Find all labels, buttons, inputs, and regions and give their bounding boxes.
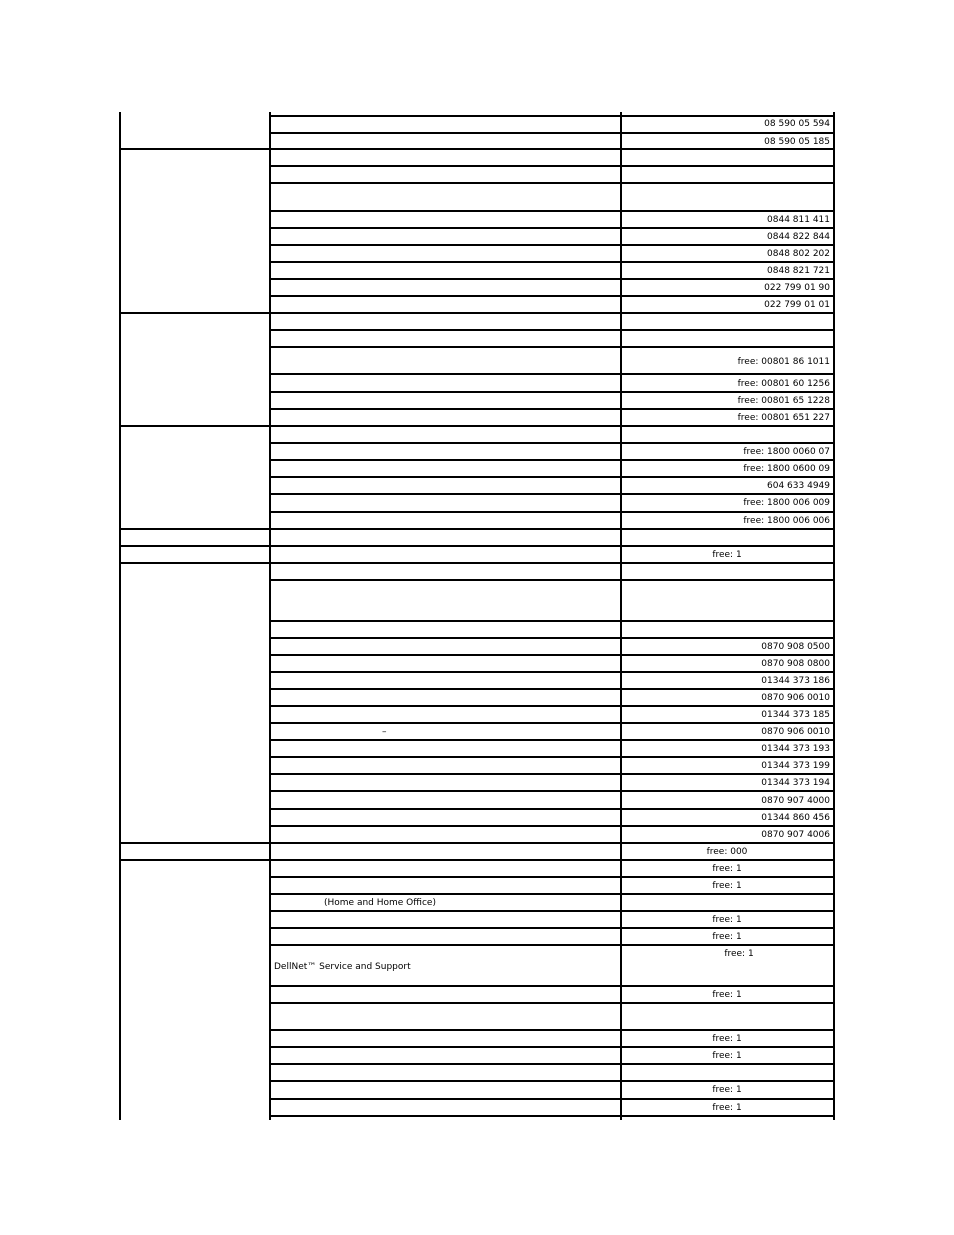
phone-number: 022 799 01 01 — [764, 300, 830, 310]
row-border — [269, 579, 835, 581]
phone-number: 01344 860 456 — [761, 813, 830, 823]
phone-number: free: 00801 65 1228 — [737, 396, 830, 406]
dellnet-service-label: DellNet™ Service and Support — [274, 962, 411, 972]
phone-number: free: 1800 0060 07 — [743, 447, 830, 457]
row-border — [269, 476, 835, 478]
row-border — [269, 373, 835, 375]
row-border — [269, 722, 835, 724]
row-border — [269, 459, 835, 461]
phone-number: 022 799 01 90 — [764, 283, 830, 293]
row-border — [269, 1098, 835, 1100]
row-border — [269, 1046, 835, 1048]
row-border — [269, 210, 835, 212]
column-divider-2 — [620, 112, 622, 1120]
phone-number: 01344 373 186 — [761, 676, 830, 686]
phone-number: free: 00801 86 1011 — [737, 357, 830, 367]
home-office-label: (Home and Home Office) — [324, 898, 436, 908]
row-border — [119, 148, 835, 150]
row-border — [269, 346, 835, 348]
row-border — [269, 493, 835, 495]
row-border — [269, 671, 835, 673]
row-border — [269, 985, 835, 987]
row-border — [269, 1080, 835, 1082]
row-border — [119, 545, 835, 547]
phone-number: free: 1 — [712, 864, 742, 874]
row-border — [269, 511, 835, 513]
row-border — [269, 442, 835, 444]
row-border — [269, 620, 835, 622]
phone-number: 08 590 05 594 — [764, 119, 830, 129]
row-border — [269, 261, 835, 263]
phone-number: free: 1800 006 009 — [743, 498, 830, 508]
row-border — [269, 391, 835, 393]
phone-number: free: 1 — [712, 915, 742, 925]
row-border — [269, 944, 835, 946]
phone-number: 01344 373 185 — [761, 710, 830, 720]
row-border — [269, 278, 835, 280]
row-border — [269, 910, 835, 912]
phone-number: free: 1 — [724, 949, 754, 959]
row-border — [269, 808, 835, 810]
phone-number: free: 000 — [706, 847, 748, 857]
phone-number: 0870 908 0800 — [761, 659, 830, 669]
phone-number: 01344 373 199 — [761, 761, 830, 771]
row-border — [119, 562, 835, 564]
phone-number: 604 633 4949 — [767, 481, 830, 491]
row-border — [269, 295, 835, 297]
column-divider-1 — [269, 112, 271, 1120]
phone-number: free: 1800 0600 09 — [743, 464, 830, 474]
phone-number: free: 1 — [712, 932, 742, 942]
row-border — [269, 756, 835, 758]
row-border — [269, 773, 835, 775]
row-border — [269, 927, 835, 929]
row-border — [269, 790, 835, 792]
row-border — [119, 842, 835, 844]
row-border — [269, 1002, 835, 1004]
row-border — [119, 528, 835, 530]
phone-number: free: 1800 006 006 — [743, 516, 830, 526]
table-left-border — [119, 112, 121, 1120]
dash-mark: – — [382, 727, 387, 737]
phone-number: free: 00801 60 1256 — [737, 379, 830, 389]
row-border — [269, 244, 835, 246]
row-border — [269, 637, 835, 639]
phone-number: 01344 373 193 — [761, 744, 830, 754]
phone-number: 0870 906 0010 — [761, 727, 830, 737]
row-border — [269, 182, 835, 184]
row-border — [269, 688, 835, 690]
row-border — [269, 739, 835, 741]
phone-number: free: 1 — [712, 1051, 742, 1061]
phone-number: 0848 821 721 — [767, 266, 830, 276]
phone-number: 0844 811 411 — [767, 215, 830, 225]
row-border — [269, 115, 835, 117]
row-border — [269, 1063, 835, 1065]
phone-number: free: 1 — [712, 1103, 742, 1113]
phone-number: 01344 373 194 — [761, 778, 830, 788]
row-border — [269, 876, 835, 878]
row-border — [269, 1029, 835, 1031]
phone-number: free: 1 — [712, 1034, 742, 1044]
row-border — [269, 654, 835, 656]
phone-number: 08 590 05 185 — [764, 137, 830, 147]
phone-number: free: 00801 651 227 — [737, 413, 830, 423]
phone-number: 0870 907 4006 — [761, 830, 830, 840]
row-border — [119, 425, 835, 427]
row-border — [119, 312, 835, 314]
phone-number: 0870 908 0500 — [761, 642, 830, 652]
phone-number: 0848 802 202 — [767, 249, 830, 259]
row-border — [269, 893, 835, 895]
phone-number: 0844 822 844 — [767, 232, 830, 242]
phone-number: free: 1 — [712, 990, 742, 1000]
row-border — [269, 408, 835, 410]
row-border — [269, 825, 835, 827]
row-border — [269, 705, 835, 707]
table-right-border — [833, 112, 835, 1120]
phone-number: 0870 906 0010 — [761, 693, 830, 703]
row-border — [269, 1115, 835, 1117]
row-border — [269, 165, 835, 167]
phone-number: free: 1 — [712, 550, 742, 560]
row-border — [269, 227, 835, 229]
phone-number: 0870 907 4000 — [761, 796, 830, 806]
row-border — [119, 859, 835, 861]
row-border — [269, 329, 835, 331]
phone-number: free: 1 — [712, 1085, 742, 1095]
phone-number: free: 1 — [712, 881, 742, 891]
row-border — [269, 132, 835, 134]
